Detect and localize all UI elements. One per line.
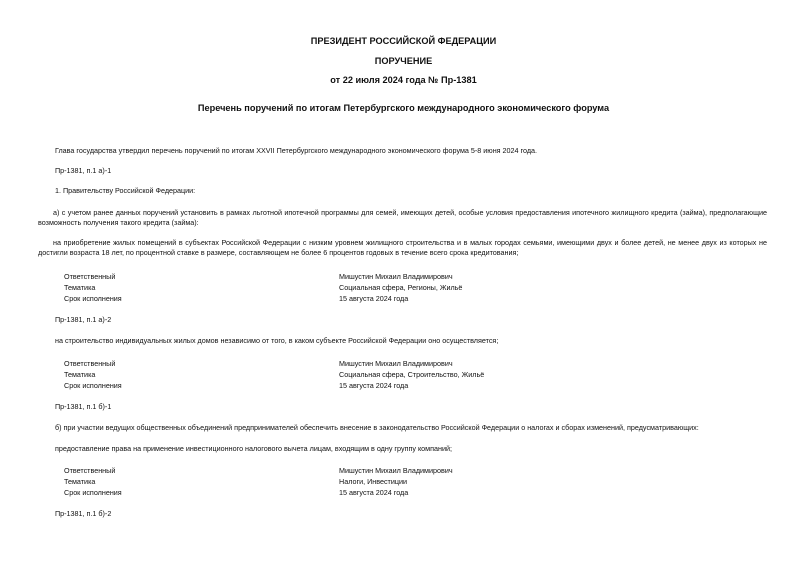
meta-label: Срок исполнения xyxy=(64,381,122,390)
meta-row-responsible xyxy=(64,272,767,283)
meta-label: Ответственный xyxy=(64,272,116,281)
meta-row-deadline xyxy=(64,488,767,499)
issuer-title: ПРЕЗИДЕНТ РОССИЙСКОЙ ФЕДЕРАЦИИ xyxy=(310,36,497,46)
item-a2-text: на строительство индивидуальных жилых домов независимо от того, в каком субъекте Российской Федерации оно осуществляется; xyxy=(55,336,499,345)
order-code: Пр-1381, п.1 а)-2 xyxy=(55,315,112,324)
meta-row-responsible xyxy=(64,359,767,370)
meta-value: Мишустин Михаил Владимирович xyxy=(339,359,453,368)
item-a1-line: на приобретение жилых помещений в субъектах Российской Федерации с низким уровнем жилищного строительства и в малых городах семьями, имеющими двух и более детей, не менее двух из которых не xyxy=(53,238,767,247)
meta-row-topic xyxy=(64,477,767,488)
meta-label: Ответственный xyxy=(64,359,116,368)
meta-value: 15 августа 2024 года xyxy=(339,488,409,497)
document-type: ПОРУЧЕНИЕ xyxy=(374,56,433,66)
meta-row-deadline xyxy=(64,294,767,305)
meta-row-deadline xyxy=(64,381,767,392)
meta-value: 15 августа 2024 года xyxy=(339,381,409,390)
item-b1-text: предоставление права на применение инвестиционного налогового вычета лицам, входящим в одну группу компаний; xyxy=(55,444,452,453)
item-a-line: а) с учетом ранее данных поручений установить в рамках льготной ипотечной программы для семей, имеющих детей, особые условия предоставления ипотечного жилищного кредита (займа), предполагающие xyxy=(53,208,767,217)
meta-label: Ответственный xyxy=(64,466,116,475)
meta-value: Мишустин Михаил Владимирович xyxy=(339,272,453,281)
document-subject: Перечень поручений по итогам Петербургского международного экономического форума xyxy=(197,103,610,113)
meta-row-responsible xyxy=(64,466,767,477)
item-b-text: б) при участии ведущих общественных объединений предпринимателей обеспечить внесение в законодательство Российской Федерации о налогах и сборах изменений, предусматривающих: xyxy=(55,423,699,432)
document-date-number: от 22 июля 2024 года № Пр-1381 xyxy=(330,75,477,85)
item-a1-line: достигли возраста 18 лет, по процентной ставке в размере, составляющем не более 6 процентов годовых в течение всего срока кредитования; xyxy=(38,248,519,257)
intro-text: Глава государства утвердил перечень поручений по итогам XXVII Петербургского международного экономического форума 5-8 июня 2024 года. xyxy=(55,146,538,155)
meta-label: Тематика xyxy=(64,283,96,292)
meta-value: Социальная сфера, Регионы, Жильё xyxy=(339,283,463,292)
order-code: Пр-1381, п.1 б)-2 xyxy=(55,509,112,518)
meta-row-topic xyxy=(64,283,767,294)
order-code: Пр-1381, п.1 а)-1 xyxy=(55,166,112,175)
meta-row-topic xyxy=(64,370,767,381)
meta-value: Мишустин Михаил Владимирович xyxy=(339,466,453,475)
meta-value: 15 августа 2024 года xyxy=(339,294,409,303)
meta-value: Налоги, Инвестиции xyxy=(339,477,408,486)
meta-label: Срок исполнения xyxy=(64,488,122,497)
meta-label: Срок исполнения xyxy=(64,294,122,303)
meta-value: Социальная сфера, Строительство, Жильё xyxy=(339,370,485,379)
meta-label: Тематика xyxy=(64,370,96,379)
meta-label: Тематика xyxy=(64,477,96,486)
section-heading: 1. Правительству Российской Федерации: xyxy=(55,186,196,195)
item-a-line: возможность получения такого кредита (займа): xyxy=(38,218,199,227)
order-code: Пр-1381, п.1 б)-1 xyxy=(55,402,112,411)
